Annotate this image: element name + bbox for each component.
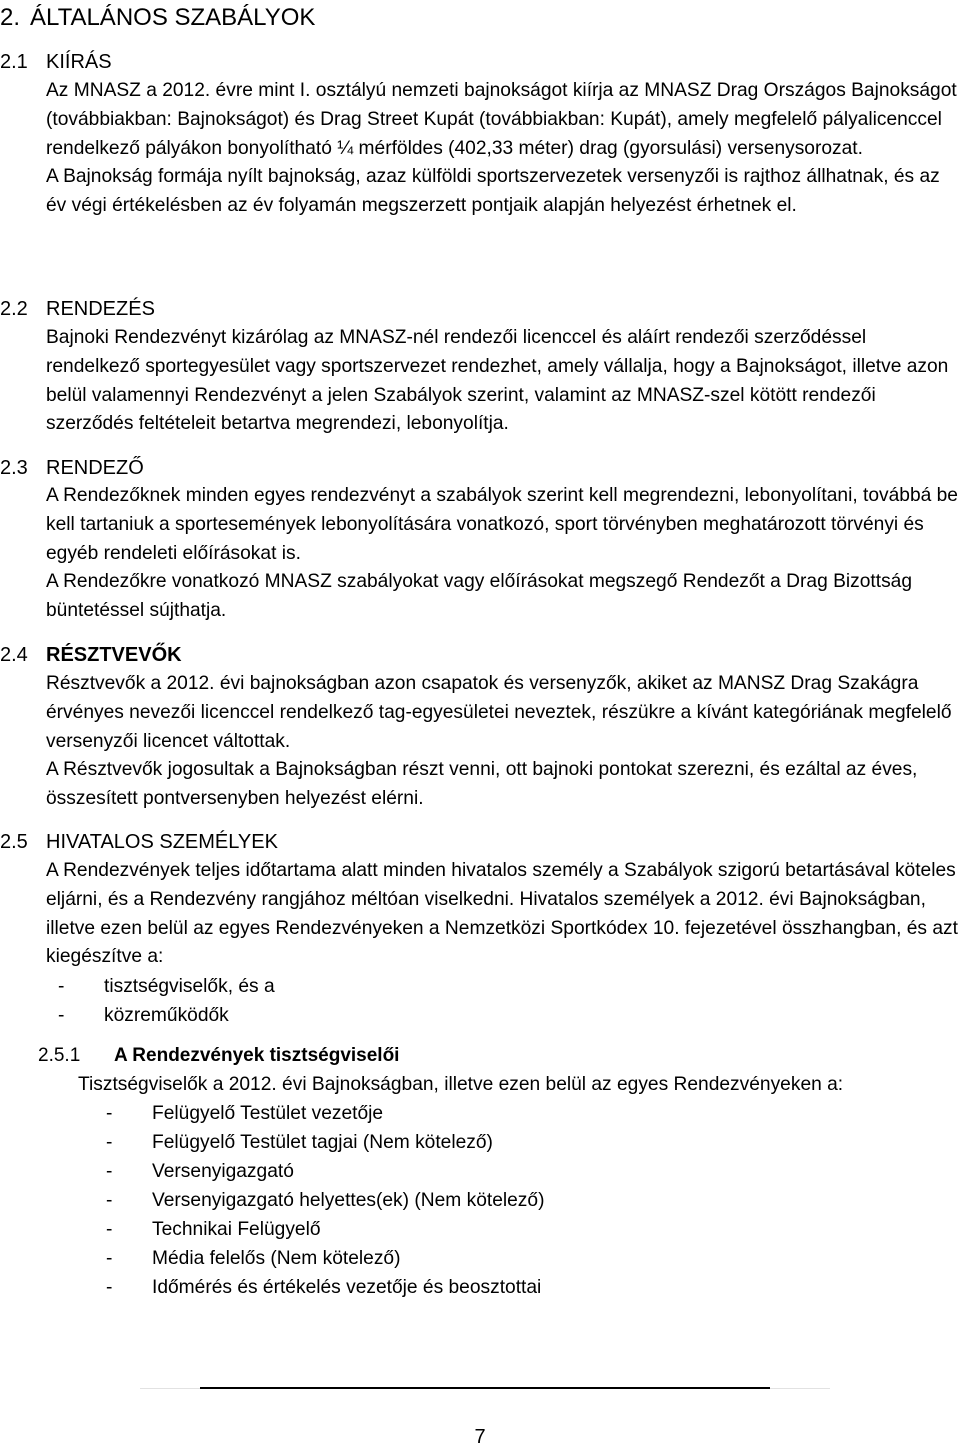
chapter-number: 2. <box>0 4 21 31</box>
list-item <box>106 1215 544 1244</box>
tisztsegviselok-list <box>106 1099 544 1302</box>
page-number: 7 <box>474 1426 486 1448</box>
list-item <box>106 1099 544 1128</box>
section-title: HIVATALOS SZEMÉLYEK <box>46 831 278 853</box>
section-number: 2.1 <box>0 51 28 73</box>
subsection-number: 2.5.1 <box>38 1045 81 1066</box>
section-title: KIÍRÁS <box>46 51 112 73</box>
list-marker: - <box>58 1005 65 1026</box>
list-item-text: Technikai Felügyelő <box>152 1219 321 1240</box>
section-number: 2.4 <box>0 644 28 666</box>
section-number: 2.5 <box>0 831 28 853</box>
list-marker: - <box>58 976 65 997</box>
list-marker: - <box>106 1219 113 1240</box>
list-item-text: Versenyigazgató helyettes(ek) (Nem kötelező) <box>152 1190 545 1211</box>
section-body-2-1 <box>46 77 958 221</box>
list-marker: - <box>106 1248 113 1269</box>
footer-divider-segment <box>630 1387 770 1389</box>
list-marker: - <box>106 1161 113 1182</box>
list-item-text: Versenyigazgató <box>152 1161 294 1182</box>
section-body-2-3 <box>46 482 958 626</box>
paragraph: A Résztvevők jogosultak a Bajnokságban részt venni, ott bajnoki pontokat szerezni, és ezáltal az éves, összesített pontversenyben helyezést elérni. <box>46 759 918 810</box>
paragraph: Az MNASZ a 2012. évre mint I. osztályú nemzeti bajnokságot kiírja az MNASZ Drag Országos Bajnokságot (továbbiakban: Bajnokságot) és Drag Street Kupát (továbbiakban: Kupát), amely megfelelő pályalicenccel rendelkező pályákon bonyolítható ¼ mérföldes (402,33 méter) drag (gyorsulási) versenysorozat. <box>46 80 957 159</box>
list-marker: - <box>106 1190 113 1211</box>
list-item-text: Felügyelő Testület tagjai (Nem kötelező) <box>152 1132 493 1153</box>
list-item <box>106 1273 544 1302</box>
section-body-2-5 <box>46 857 958 972</box>
paragraph: A Rendezőknek minden egyes rendezvényt a szabályok szerint kell megrendezni, lebonyolítani, továbbá be kell tartaniuk a sportesemények lebonyolítására vonatkozó, sport törvényben meghatározott törvényi és egyéb rendeleti előírásokat is. <box>46 485 958 564</box>
list-item-text: Időmérés és értékelés vezetője és beosztottai <box>152 1277 542 1298</box>
list-item <box>106 1186 544 1215</box>
section-body-2-2 <box>46 324 958 439</box>
list-item <box>58 1001 275 1030</box>
list-item <box>106 1157 544 1186</box>
subsection-title: A Rendezvények tisztségviselői <box>114 1045 400 1066</box>
list-item <box>106 1244 544 1273</box>
list-item <box>106 1128 544 1157</box>
paragraph: A Rendezőkre vonatkozó MNASZ szabályokat vagy előírásokat megszegő Rendezőt a Drag Bizottság büntetéssel sújthatja. <box>46 571 913 622</box>
footer-divider-segment <box>200 1387 270 1389</box>
list-item-text: közreműködők <box>104 1005 229 1026</box>
paragraph: Résztvevők a 2012. évi bajnokságban azon csapatok és versenyzők, akiket az MANSZ Drag Szakágra érvényes nevezői licenccel rendelkező tag-egyesületei neveztek, részükre a kívánt kategóriának megfelelő versenyzői licencet váltottak. <box>46 673 952 752</box>
list-item-text: tisztségviselők, és a <box>104 976 275 997</box>
section-number: 2.3 <box>0 457 28 479</box>
section-heading-2-5 <box>0 828 278 856</box>
subsection-intro <box>78 1071 958 1100</box>
paragraph: Tisztségviselők a 2012. évi Bajnokságban, illetve ezen belül az egyes Rendezvényeken a: <box>78 1074 844 1095</box>
list-marker: - <box>106 1277 113 1298</box>
section-number: 2.2 <box>0 298 28 320</box>
section-title: RÉSZTVEVŐK <box>46 644 182 666</box>
section-heading-2-3 <box>0 454 144 482</box>
section-heading-2-2 <box>0 295 155 323</box>
section-heading-2-4 <box>0 641 182 669</box>
chapter-title: ÁLTALÁNOS SZABÁLYOK <box>30 4 316 31</box>
paragraph: A Rendezvények teljes időtartama alatt minden hivatalos személy a Szabályok szigorú betartásával köteles eljárni, és a Rendezvény rangjához méltóan viselkedni. Hivatalos személyek a 2012. évi Bajnokságban, illetve ezen belül az egyes Rendezvényeken a Nemzetközi Sportkódex 10. fejezetével összhangban, és azt kiegészítve a: <box>46 860 958 968</box>
list-marker: - <box>106 1132 113 1153</box>
list-item-text: Felügyelő Testület vezetője <box>152 1103 384 1124</box>
paragraph: Bajnoki Rendezvényt kizárólag az MNASZ-nél rendezői licenccel és aláírt rendezői szerződéssel rendelkező sportegyesület vagy sportszervezet rendezhet, amely vállalja, hogy a Bajnokságot, illetve azon belül valamennyi Rendezvényt a jelen Szabályok szerint, valamint az MNASZ-szel kötött rendezői szerződés feltételeit betartva megrendezi, lebonyolítja. <box>46 327 949 435</box>
section-body-2-4 <box>46 670 958 814</box>
list-item <box>58 972 275 1001</box>
officials-list <box>58 972 275 1030</box>
footer-divider-segment <box>270 1387 630 1389</box>
paragraph: A Bajnokság formája nyílt bajnokság, azaz külföldi sportszervezetek versenyzői is rajthoz állhatnak, és az év végi értékelésben az év folyamán megszerzett pontjaik alapján helyezést érhetnek el. <box>46 166 940 217</box>
subsection-heading-2-5-1 <box>38 1042 399 1070</box>
footer-divider <box>140 1388 830 1389</box>
list-marker: - <box>106 1103 113 1124</box>
section-heading-2-1 <box>0 48 112 76</box>
section-title: RENDEZÉS <box>46 298 155 320</box>
section-title: RENDEZŐ <box>46 457 144 479</box>
list-item-text: Média felelős (Nem kötelező) <box>152 1248 401 1269</box>
chapter-heading <box>0 2 315 34</box>
